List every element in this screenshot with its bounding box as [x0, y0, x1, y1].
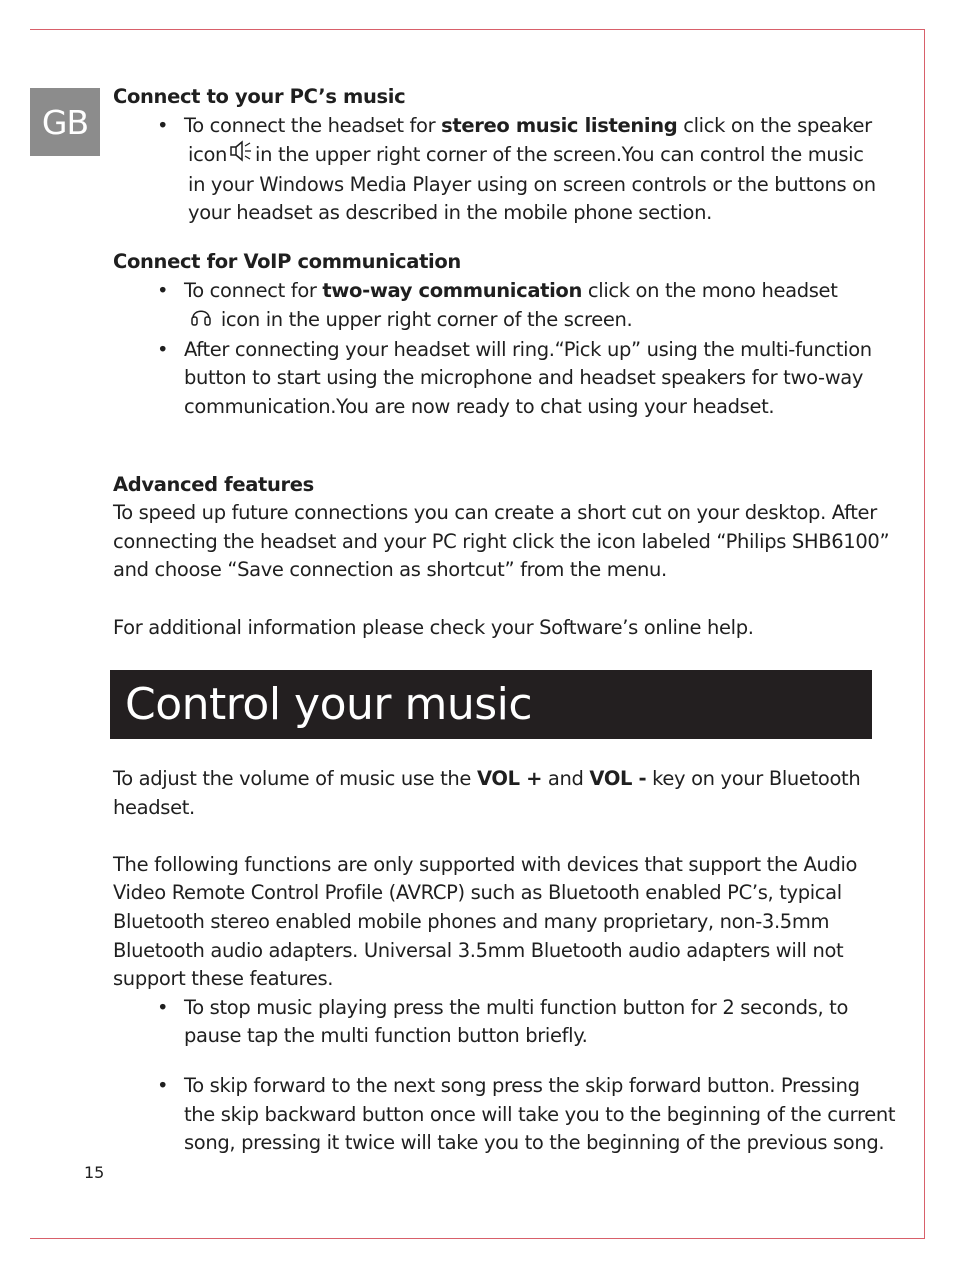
text: click on the speaker	[677, 113, 872, 137]
text: To adjust the volume of music use the	[113, 767, 477, 790]
pc-music-bullet	[113, 112, 888, 141]
text: and	[542, 767, 590, 790]
stop-music-line: pause tap the multi function button briefly.	[184, 1024, 588, 1048]
voip-line	[113, 305, 888, 336]
control-music-content	[113, 765, 896, 1158]
vol-minus-key: VOL -	[589, 767, 647, 790]
bullet-glyph: •	[157, 995, 169, 1019]
advanced-paragraph-line: and choose “Save connection as shortcut” from the menu.	[113, 558, 667, 582]
avrcp-paragraph-line: Bluetooth audio adapters. Universal 3.5mm Bluetooth audio adapters will not	[113, 938, 844, 962]
volume-paragraph	[113, 765, 888, 794]
text: icon	[188, 142, 228, 166]
emphasis-two-way: two-way communication	[322, 278, 583, 302]
bullet-glyph: •	[157, 278, 169, 302]
help-paragraph: For additional information please check your Software’s online help.	[113, 615, 754, 639]
language-tab: GB	[30, 88, 100, 156]
voip-line: button to start using the microphone and headset speakers for two-way	[184, 366, 864, 390]
pc-music-line: in your Windows Media Player using on screen controls or the buttons on	[188, 172, 876, 196]
avrcp-paragraph-line: Video Remote Control Profile (AVRCP) such as Bluetooth enabled PC’s, typical	[113, 881, 842, 905]
volume-paragraph-line: headset.	[113, 795, 195, 819]
page-frame-bottom	[30, 1238, 925, 1239]
emphasis-stereo-music: stereo music listening	[441, 113, 678, 137]
text: key on your Bluetooth	[646, 767, 861, 790]
voip-bullet-2	[113, 336, 888, 365]
section-banner-title: Control your music	[110, 670, 872, 739]
bullet-glyph: •	[157, 113, 169, 137]
text: To skip forward to the next song press the skip forward button. Pressing	[184, 1073, 860, 1097]
text: To connect for	[184, 278, 323, 302]
manual-content	[113, 83, 888, 642]
voip-bullet-1	[113, 277, 888, 306]
vol-plus-key: VOL +	[476, 767, 543, 790]
bullet-glyph: •	[157, 337, 169, 361]
stop-music-bullet	[113, 994, 888, 1023]
headset-icon	[189, 305, 213, 336]
voip-heading: Connect for VoIP communication	[113, 249, 461, 273]
voip-line: communication.You are now ready to chat using your headset.	[184, 394, 775, 418]
avrcp-paragraph-line: The following functions are only supported with devices that support the Audio	[113, 852, 858, 876]
skip-bullet	[113, 1072, 888, 1101]
avrcp-paragraph-line: support these features.	[113, 967, 334, 991]
speaker-icon	[229, 140, 253, 171]
text: icon in the upper right corner of the screen.	[215, 307, 633, 331]
skip-line: song, pressing it twice will take you to the beginning of the previous song.	[184, 1131, 885, 1155]
text: To stop music playing press the multi function button for 2 seconds, to	[184, 995, 849, 1019]
text: After connecting your headset will ring.“Pick up” using the multi-function	[184, 337, 872, 361]
avrcp-paragraph-line: Bluetooth stereo enabled mobile phones and many proprietary, non-3.5mm	[113, 909, 830, 933]
pc-music-line	[113, 140, 888, 171]
page-frame-right	[924, 29, 925, 1239]
page-frame-top	[30, 29, 925, 30]
skip-line: the skip backward button once will take you to the beginning of the current	[184, 1102, 896, 1126]
pc-music-heading: Connect to your PC’s music	[113, 85, 406, 108]
advanced-paragraph-line: connecting the headset and your PC right click the icon labeled “Philips SHB6100”	[113, 529, 890, 553]
page-number: 15	[84, 1163, 105, 1182]
advanced-paragraph-line: To speed up future connections you can create a short cut on your desktop. After	[113, 501, 877, 525]
pc-music-line: your headset as described in the mobile phone section.	[188, 201, 712, 225]
text: To connect the headset for	[184, 113, 442, 137]
bullet-glyph: •	[157, 1073, 169, 1097]
text: in the upper right corner of the screen.You can control the music	[255, 142, 864, 166]
advanced-heading: Advanced features	[113, 472, 314, 496]
text: click on the mono headset	[582, 278, 838, 302]
